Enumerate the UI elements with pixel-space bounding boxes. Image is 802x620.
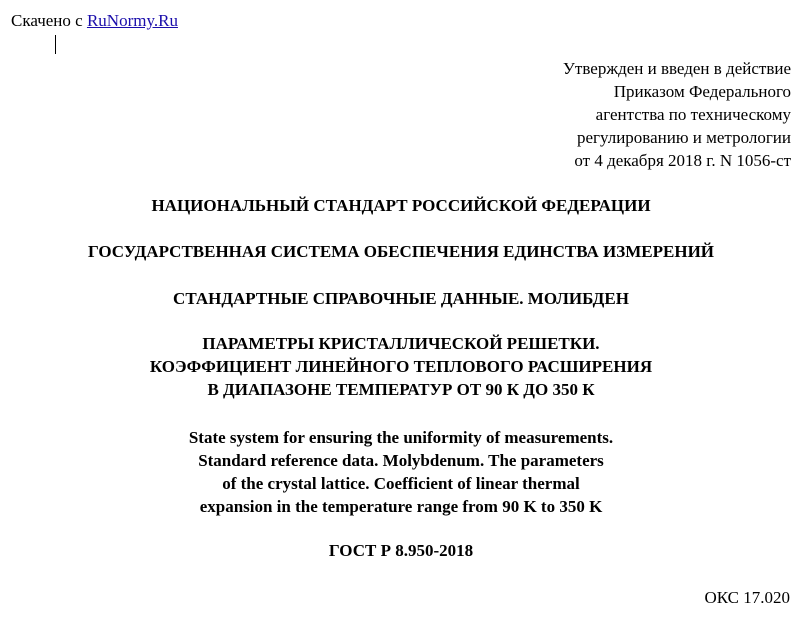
oks-code: ОКС 17.020 [704, 588, 790, 607]
standard-type-text: НАЦИОНАЛЬНЫЙ СТАНДАРТ РОССИЙСКОЙ ФЕДЕРАЦИИ [151, 196, 651, 215]
approval-line: регулированию и метрологии [576, 128, 791, 147]
gost-number-heading [0, 539, 802, 562]
data-title-heading [0, 287, 802, 310]
data-title-text: СТАНДАРТНЫЕ СПРАВОЧНЫЕ ДАННЫЕ. МОЛИБДЕН [173, 289, 629, 308]
subject-heading [0, 332, 802, 401]
system-title-text: ГОСУДАРСТВЕННАЯ СИСТЕМА ОБЕСПЕЧЕНИЯ ЕДИНСТВА ИЗМЕРЕНИЙ [87, 242, 715, 261]
standard-type-heading [0, 194, 802, 217]
english-title-line: expansion in the temperature range from 90 K to 350 K [199, 497, 603, 516]
english-title-line: State system for ensuring the uniformity of measurements. [188, 428, 614, 447]
subject-line: КОЭФФИЦИЕНТ ЛИНЕЙНОГО ТЕПЛОВОГО РАСШИРЕНИЯ [149, 357, 653, 376]
download-source-line [11, 10, 178, 32]
download-prefix: Скачено с [11, 11, 87, 30]
english-title-block [0, 426, 802, 518]
system-title-heading [0, 240, 802, 263]
runormy-link[interactable]: RuNormy.Ru [86, 11, 178, 30]
approval-block [461, 57, 791, 172]
subject-line: ПАРАМЕТРЫ КРИСТАЛЛИЧЕСКОЙ РЕШЕТКИ. [202, 334, 600, 353]
text-caret [55, 35, 56, 54]
approval-line: агентства по техническому [595, 105, 791, 124]
approval-line: Приказом Федерального [613, 82, 791, 101]
gost-number-text: ГОСТ Р 8.950-2018 [328, 541, 474, 560]
approval-line: Утвержден и введен в действие [562, 59, 791, 78]
subject-line: В ДИАПАЗОНЕ ТЕМПЕРАТУР ОТ 90 К ДО 350 К [207, 380, 595, 399]
approval-line: от 4 декабря 2018 г. N 1056-ст [574, 151, 791, 170]
english-title-line: Standard reference data. Molybdenum. The parameters [198, 451, 604, 470]
english-title-line: of the crystal lattice. Coefficient of linear thermal [222, 474, 580, 493]
